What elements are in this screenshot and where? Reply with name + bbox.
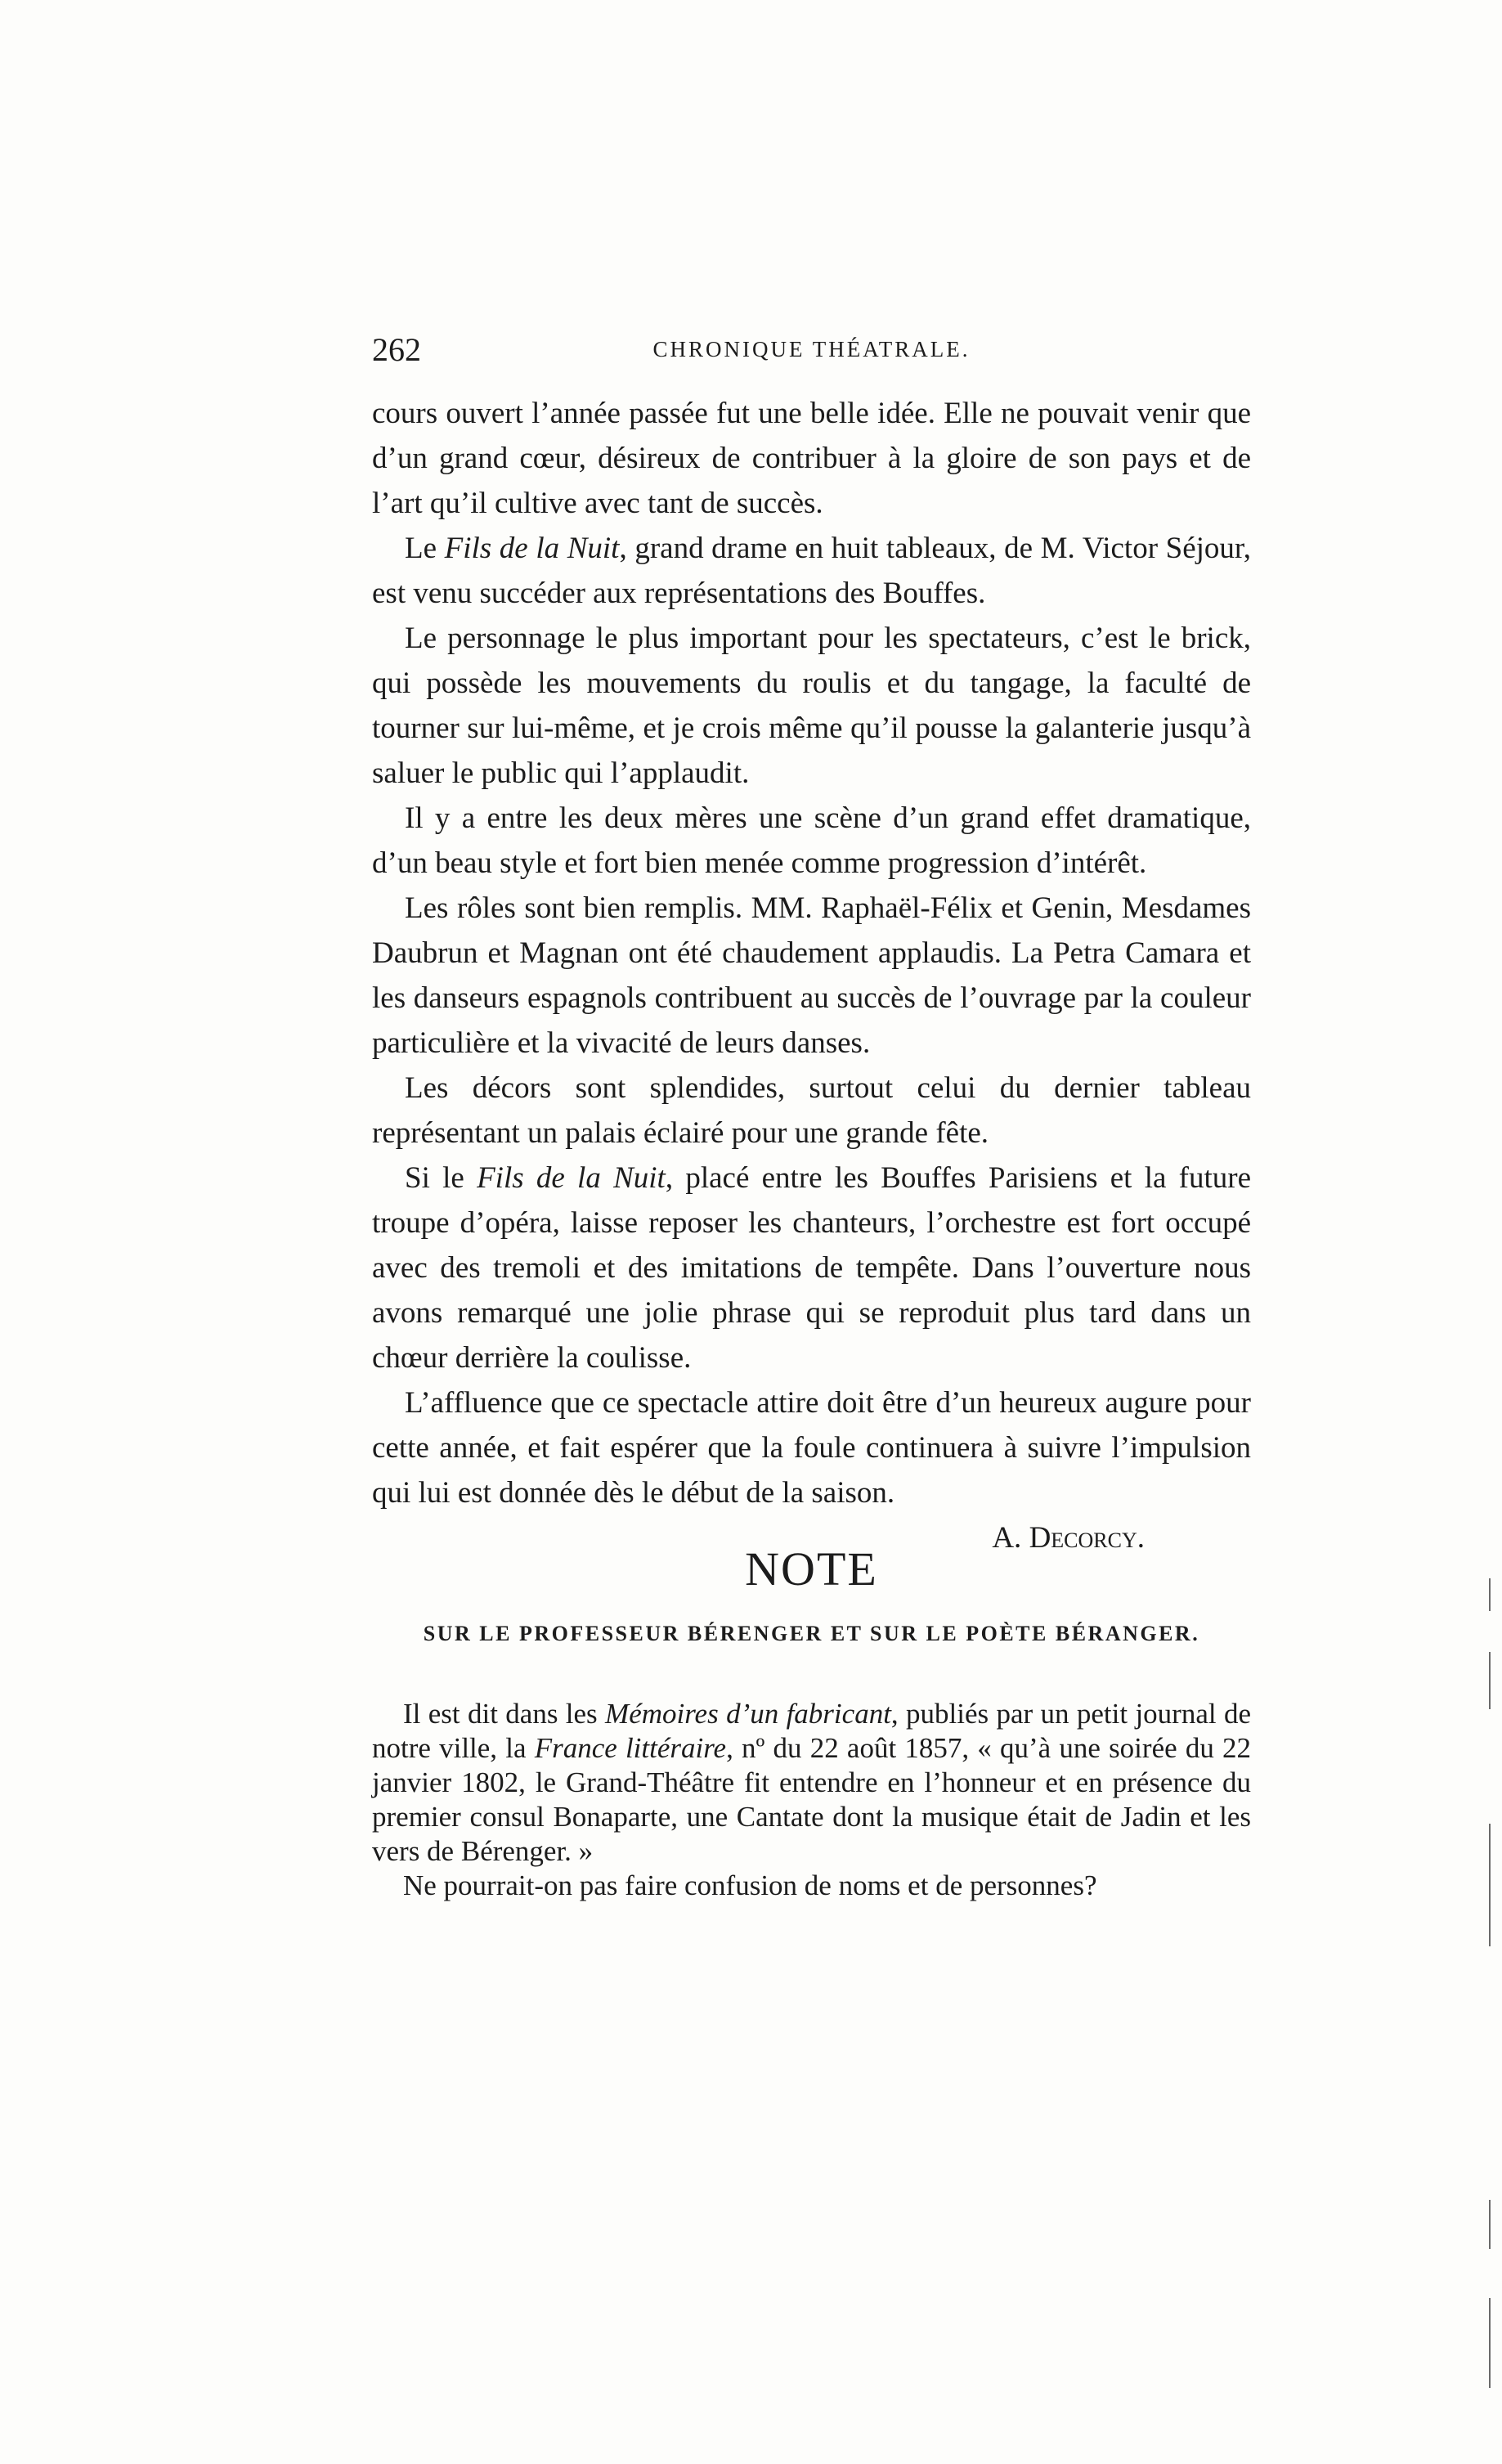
- paragraph-3: Le personnage le plus important pour les spectateurs, c’est le brick, qui possède les mouvements du roulis et du tangage, la faculté de tourner sur lui-même, et je crois même qu’il pousse la galanterie jusqu’à saluer le public qui l’applaudit.: [372, 622, 1251, 790]
- note-title: NOTE: [745, 1542, 878, 1596]
- play-title: Fils de la Nuit: [477, 1161, 666, 1195]
- paragraph-7: Si le Fils de la Nuit, placé entre les Bouffes Parisiens et la future troupe d’opéra, laisse reposer les chanteurs, l’orchestre est fort occupé avec des tremoli et des imitations de tempête. Dans l’ouverture nous avons remarqué une jolie phrase qui se reproduit plus tard dans un chœur derrière la coulisse.: [372, 1161, 1252, 1375]
- paragraph-2: Le Fils de la Nuit, grand drame en huit tableaux, de M. Victor Séjour, est venu succéder aux représentations des Bouffes.: [372, 532, 1252, 610]
- running-head: [372, 330, 1251, 379]
- play-title: Fils de la Nuit: [444, 532, 620, 565]
- paragraph-4: Il y a entre les deux mères une scène d’un grand effet dramatique, d’un beau style et fort bien menée comme progression d’intérêt.: [372, 801, 1251, 880]
- paragraph-6: Les décors sont splendides, surtout celui du dernier tableau représentant un palais éclairé pour une grande fête.: [372, 1071, 1251, 1150]
- note-paragraph-1: Il est dit dans les Mémoires d’un fabricant, publiés par un petit journal de notre ville, la France littéraire, nº du 22 août 1857, « qu’à une soirée du 22 janvier 1802, le Grand-Théâtre fit entendre en l’honneur et en présence du premier consul Bonaparte, une Cantate dont la musique était de Jadin et les vers de Bérenger. »: [372, 1698, 1251, 1867]
- paragraph-1: cours ouvert l’année passée fut une belle idée. Elle ne pouvait venir que d’un grand cœur, désireux de contribuer à la gloire de son pays et de l’art qu’il cultive avec tant de succès.: [372, 397, 1251, 520]
- note-body: [372, 1697, 1251, 1903]
- article-body: [372, 391, 1251, 1560]
- note-paragraph-2: Ne pourrait-on pas faire confusion de noms et de personnes?: [403, 1869, 1097, 1901]
- page-number: 262: [372, 331, 421, 368]
- paragraph-8: L’affluence que ce spectacle attire doit être d’un heureux augure pour cette année, et fait espérer que la foule continuera à suivre l’impulsion qui lui est donnée dès le début de la saison.: [372, 1386, 1251, 1510]
- running-title: CHRONIQUE THÉATRALE.: [652, 337, 971, 361]
- paragraph-5: Les rôles sont bien remplis. MM. Raphaël-Félix et Genin, Mesdames Daubrun et Magnan ont été chaudement applaudis. La Petra Camara et les danseurs espagnols contribuent au succès de l’ouvrage par la couleur particulière et la vivacité de leurs danses.: [372, 891, 1251, 1060]
- note-subtitle: SUR LE PROFESSEUR BÉRENGER ET SUR LE POÈTE BÉRANGER.: [423, 1622, 1200, 1645]
- scan-edge-marks: [1489, 1578, 1494, 2396]
- author-signature: A. Decorcy.: [992, 1521, 1145, 1555]
